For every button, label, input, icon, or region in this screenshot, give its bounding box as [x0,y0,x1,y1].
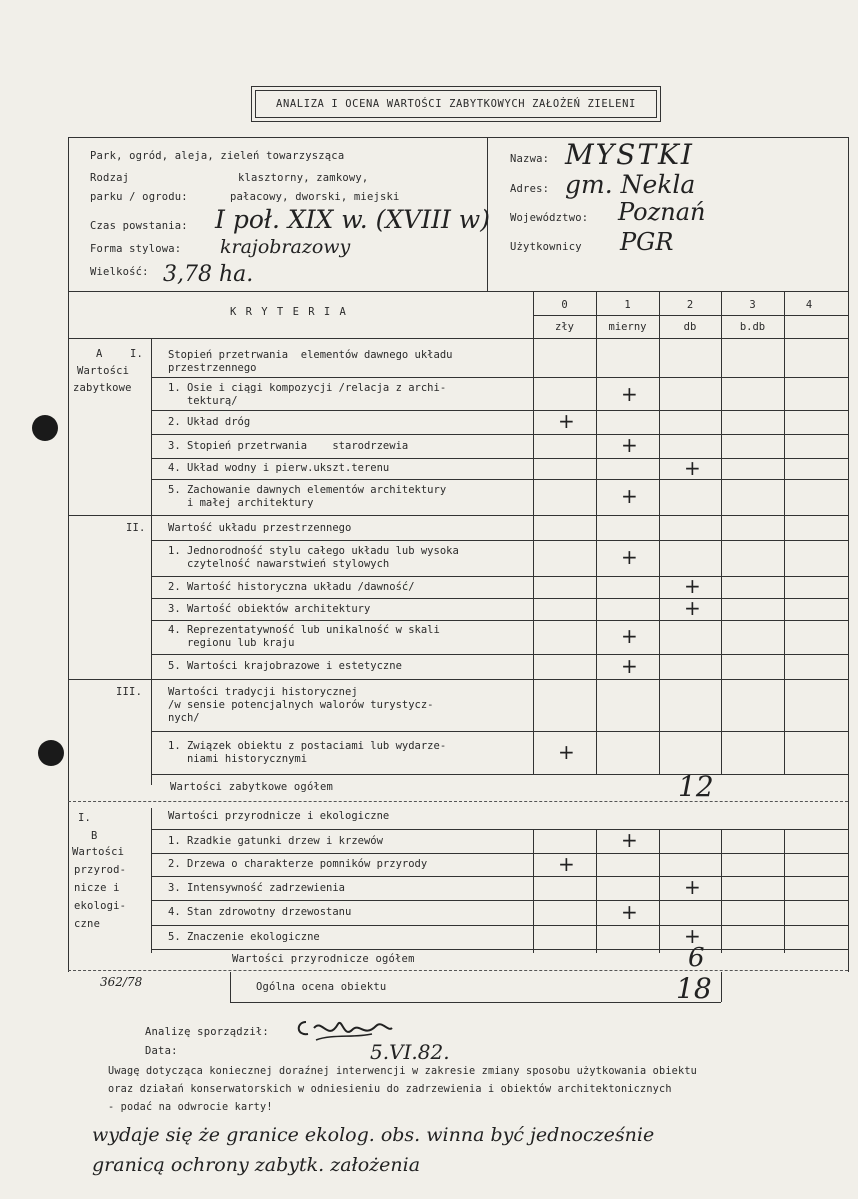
total-b-value: 6 [688,943,705,973]
criterion-a-label: 3. Wartość obiektów architektury [168,602,371,615]
criterion-b-label: 2. Drzewa o charakterze pomników przyrody [168,858,428,870]
rating-mark-icon: + [621,624,638,648]
rating-mark-icon: + [621,545,638,569]
punch-hole-icon [32,415,58,441]
adres-value: gm. Nekla [565,170,696,199]
grid-h-line [151,377,848,378]
grid-h-line [151,853,848,854]
grid-h-line [151,876,848,877]
grid-h-line [151,731,848,732]
adres-label: Adres: [510,183,550,195]
grid-v-line [784,830,785,953]
criterion-a-label: 1. Związek obiektu z postaciami lub wydarze- niami historycznymi [168,739,447,765]
rodzaj-options-2: pałacowy, dworski, miejski [230,191,400,203]
grid-h-line [151,598,848,599]
group-3-title: Wartości tradycji historycznej /w sensie potencjalnych walorów turystycz- nych/ [168,686,434,724]
parku-label: parku / ogrodu: [90,191,188,203]
header-bottom [68,291,848,292]
grid-h-line [151,829,848,830]
prepared-by-label: Analizę sporządził: [145,1026,269,1038]
criterion-a-label: 2. Układ dróg [168,415,251,428]
section-a-letter: A [96,348,103,360]
criterion-b-label: 3. Intensywność zadrzewienia [168,881,346,894]
criteria-header: K R Y T E R I A [230,306,348,318]
rating-mark-icon: + [621,653,638,678]
col-4-num: 4 [805,299,813,311]
group-2-title: Wartość układu przestrzennego [168,522,352,534]
section-b-name-line: czne [74,918,101,930]
grid-v-line [784,291,785,775]
section-divider [68,970,848,971]
grid-v-line [659,291,660,775]
grid-v-line [721,291,722,775]
criterion-a-label: 4. Układ wodny i pierw.ukszt.terenu [168,462,390,474]
group-3-roman: III. [116,686,143,698]
criterion-a-label: 5. Zachowanie dawnych elementów architektury i małej architektury [168,484,447,509]
forma-label: Forma stylowa: [90,243,182,255]
wielkosc-label: Wielkość: [90,266,149,278]
total-a-label: Wartości zabytkowe ogółem [170,781,334,793]
col-0-word: zły [555,321,574,333]
frame-right [848,137,849,972]
uzytkownicy-value: PGR [620,228,674,256]
grid-v-line [151,338,152,785]
grid-h-line [151,654,848,655]
section-a-name-1: Wartości [77,365,130,377]
rating-mark-icon: + [684,574,701,598]
grid-h-line [151,774,848,775]
nazwa-value: MYSTKI [565,138,694,171]
grid-v-line [721,972,722,1002]
rating-mark-icon: + [621,828,638,852]
col-0-num: 0 [561,299,568,311]
grid-h-line [151,434,848,435]
date-value: 5.VI.82. [370,1040,450,1064]
date-label: Data: [145,1045,178,1057]
frame-left [68,137,69,972]
section-divider [68,801,848,802]
rating-mark-icon: + [621,484,638,508]
criterion-a-label: 3. Stopień przetrwania starodrzewia [168,439,409,452]
note-line-1: Uwagę dotycząca koniecznej doraźnej interwencji w zakresie zmiany sposobu użytkowania obiektu [108,1066,698,1077]
overall-label: Ogólna ocena obiektu [256,981,387,993]
grid-h-line [151,576,848,577]
note-line-3: - podać na odwrocie karty! [108,1102,273,1113]
col-1-word: mierny [608,321,647,333]
rating-mark-icon: + [684,924,701,948]
czas-value: I poł. XIX w. (XVIII w) [215,205,490,234]
grid-h-line [151,949,848,950]
section-b-letter: B [91,830,98,842]
criterion-a-label: 1. Osie i ciągi kompozycji /relacja z archi- tekturą/ [168,381,447,407]
grid-v-line [659,830,660,953]
criterion-a-label: 5. Wartości krajobrazowe i estetyczne [168,660,402,672]
rating-mark-icon: + [621,381,638,406]
grid-h-line [151,540,848,541]
rating-mark-icon: + [621,899,638,924]
grid-h-line [230,1002,721,1003]
wojewodztwo-label: Województwo: [510,212,589,224]
rodzaj-label: Rodzaj [90,172,130,184]
grid-v-line [533,830,534,953]
col-2-num: 2 [686,299,694,311]
section-b-name-line: nicze i [74,882,120,894]
grid-h-line [68,338,848,339]
czas-label: Czas powstania: [90,220,188,232]
section-b-name-line: przyrod- [74,864,127,876]
form-title: ANALIZA I OCENA WARTOŚCI ZABYTKOWYCH ZAŁOŻEŃ ZIELENI [255,90,657,118]
wojewodztwo-value: Poznań [618,198,706,226]
grid-v-line [721,830,722,953]
handwritten-note-2: granicą ochrony zabytk. założenia [92,1154,421,1176]
rodzaj-options-1: klasztorny, zamkowy, [238,172,369,184]
grid-v-line [596,830,597,953]
punch-hole-icon [38,740,64,766]
handwritten-note-1: wydaje się że granice ekolog. obs. winna być jednocześnie [92,1124,655,1146]
rating-mark-icon: + [621,433,638,457]
section-b-group-title: Wartości przyrodnicze i ekologiczne [168,810,390,822]
nazwa-label: Nazwa: [510,153,550,165]
section-a-roman: I. [130,348,144,360]
reference-number: 362/78 [100,975,143,989]
wielkosc-value: 3,78 ha. [163,262,254,287]
criterion-b-label: 1. Rzadkie gatunki drzew i krzewów [168,834,383,847]
overall-value: 18 [676,972,712,1005]
rating-mark-icon: + [684,455,701,480]
group-1-title: Stopień przetrwania elementów dawnego układu przestrzennego [168,349,453,374]
frame-top [68,137,848,138]
criterion-a-label: 4. Reprezentatywność lub unikalność w skali regionu lub kraju [168,624,440,649]
rating-mark-icon: + [558,409,575,433]
grid-h-line [151,479,848,480]
grid-h-line [533,315,848,316]
grid-h-line [151,410,848,411]
object-type-line: Park, ogród, aleja, zieleń towarzysząca [90,150,345,162]
section-a-name-2: zabytkowe [73,382,132,394]
grid-v-line [230,972,231,1002]
grid-v-line [533,291,534,775]
col-2-word: db [683,321,697,333]
total-a-value: 12 [678,770,714,803]
grid-h-line [151,458,848,459]
criterion-b-label: 5. Znaczenie ekologiczne [168,930,320,943]
note-line-2: oraz działań konserwatorskich w odniesieniu do zadrzewienia i obiektów architektonicznych [108,1084,672,1095]
grid-h-line [151,620,848,621]
grid-h-line [151,925,848,926]
grid-h-line [151,515,848,516]
col-1-num: 1 [624,299,631,311]
rating-mark-icon: + [558,739,575,764]
col-3-num: 3 [749,299,756,311]
section-b-roman: I. [78,812,92,824]
group-2-roman: II. [126,522,146,534]
uzytkownicy-label: Użytkownicy [510,241,582,253]
criterion-b-label: 4. Stan zdrowotny drzewostanu [168,906,352,918]
total-b-label: Wartości przyrodnicze ogółem [232,953,415,965]
grid-h-line [151,679,848,680]
grid-v-line [596,291,597,775]
section-b-name-line: Wartości [72,846,125,858]
forma-value: krajobrazowy [220,236,351,258]
rating-mark-icon: + [684,596,701,620]
section-b-name-line: ekologi- [74,900,127,912]
rating-mark-icon: + [684,875,701,899]
col-3-word: b.db [739,321,766,333]
grid-h-line [151,900,848,901]
criterion-a-label: 2. Wartość historyczna układu /dawność/ [168,580,415,593]
criterion-a-label: 1. Jednorodność stylu całego układu lub wysoka czytelność nawarstwień stylowych [168,545,459,570]
rating-mark-icon: + [558,851,575,876]
